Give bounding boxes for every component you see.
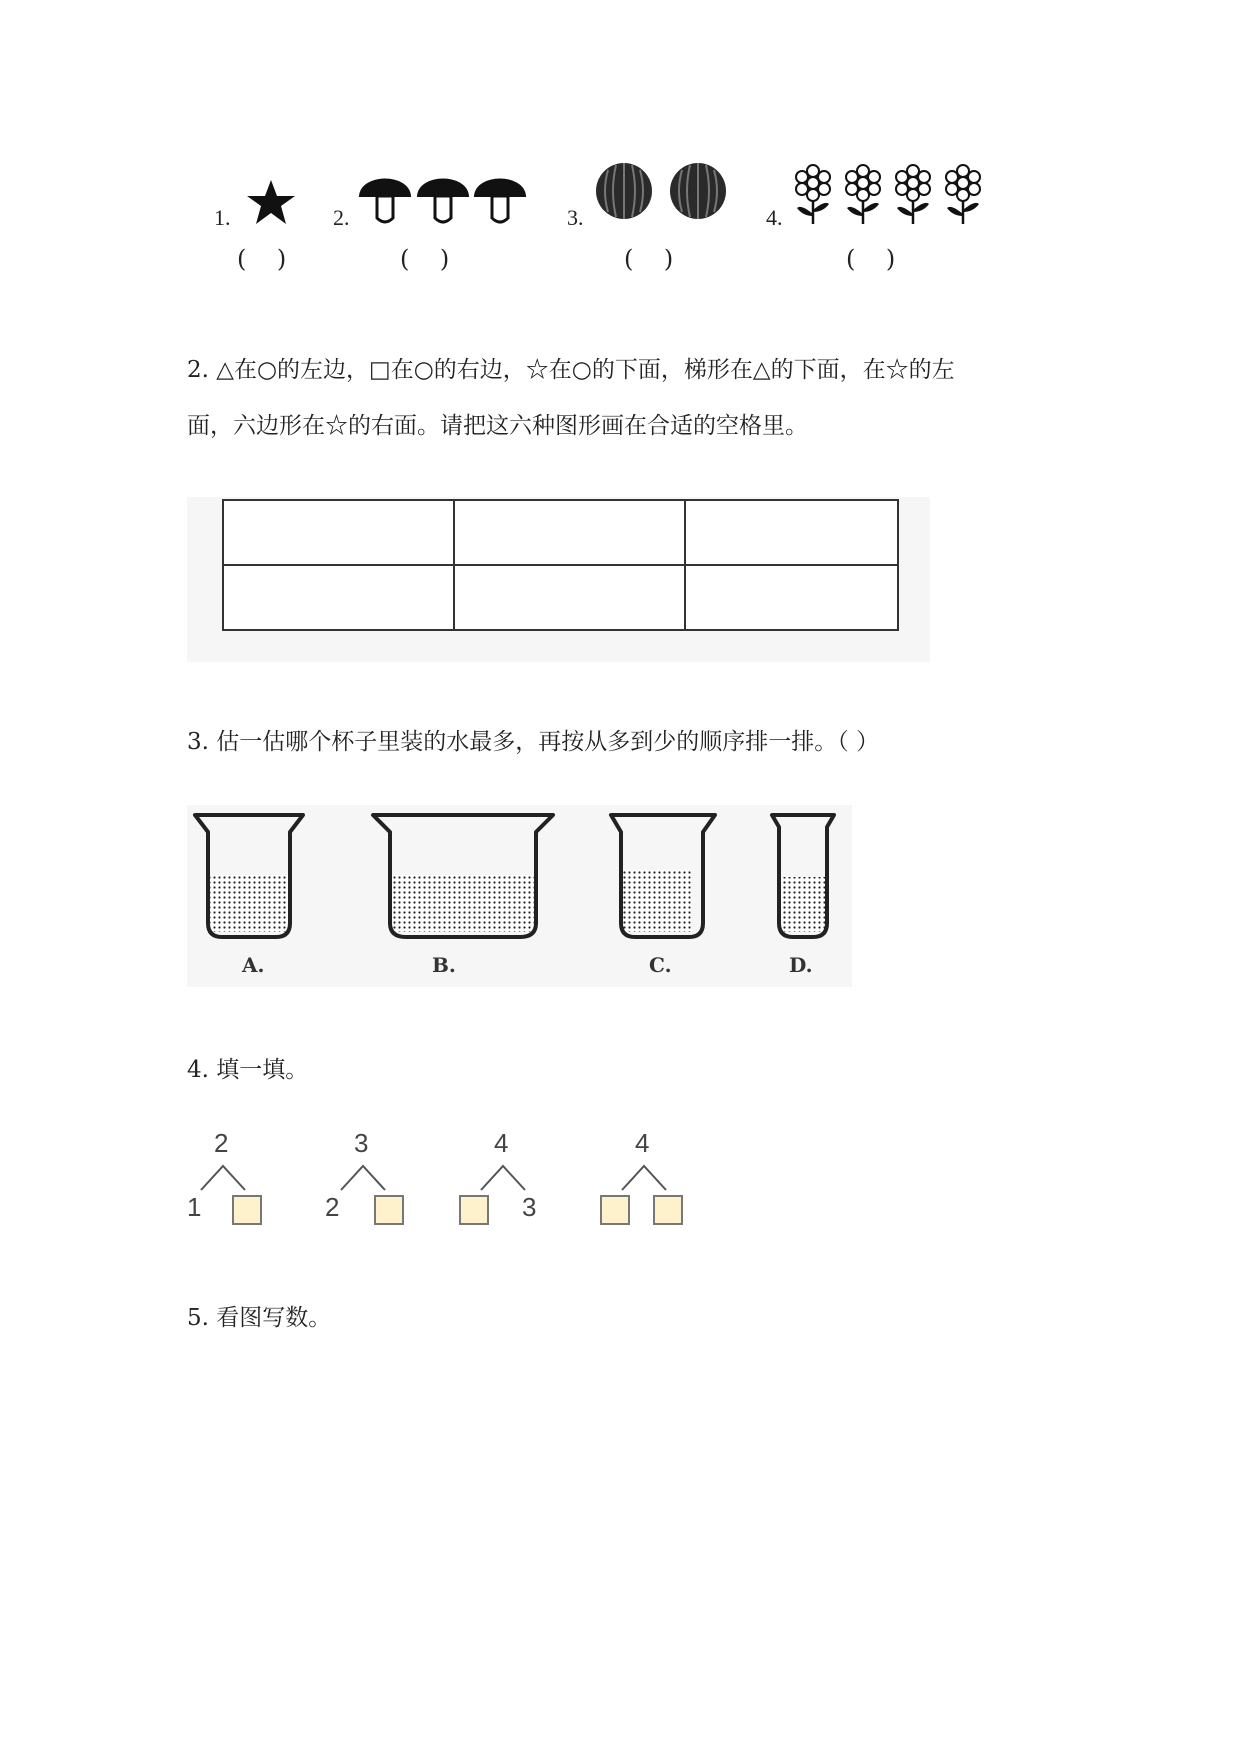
tree-4-top: 4	[635, 1128, 650, 1158]
q4-text: 4. 填一填。	[187, 1057, 309, 1083]
q2-text-line-2: 面，六边形在☆的右面。请把这六种图形画在合适的空格里。	[187, 413, 808, 439]
cup-a-label: A.	[242, 953, 265, 977]
q1-item-4-number: 4.	[766, 205, 783, 230]
grid-cell[interactable]	[223, 565, 454, 630]
tree-2-left: 2	[325, 1192, 340, 1222]
tree-1-left: 1	[187, 1192, 202, 1222]
q4-number-trees	[187, 1120, 697, 1230]
q1-item-3-answer[interactable]: ( )	[624, 245, 674, 273]
flower-icon	[793, 164, 987, 226]
grid-cell[interactable]	[223, 500, 454, 565]
cup-b	[373, 815, 553, 937]
cup-c-water	[623, 870, 691, 932]
grid-cell[interactable]	[454, 565, 685, 630]
tree-1-top: 2	[214, 1128, 229, 1158]
q1-item-1-answer[interactable]: ( )	[237, 245, 287, 273]
cup-d-label: D.	[789, 953, 813, 977]
tree-3-right: 3	[522, 1192, 537, 1222]
q1-item-1-number: 1.	[214, 205, 231, 230]
q3-cups-panel	[187, 805, 852, 987]
star-icon	[245, 178, 297, 226]
tree-2-branches	[339, 1164, 389, 1192]
cup-b-water	[391, 875, 534, 932]
watermelon-icon	[594, 160, 729, 222]
grid-cell[interactable]	[685, 565, 898, 630]
tree-4-branches	[620, 1164, 670, 1192]
q1-item-4-answer[interactable]: ( )	[846, 245, 896, 273]
q2-shape-grid	[187, 497, 930, 662]
tree-3-top: 4	[494, 1128, 509, 1158]
tree-4-left-box[interactable]	[600, 1195, 630, 1225]
cup-d-water	[781, 877, 825, 932]
cup-a	[195, 815, 303, 937]
q3-text: 3. 估一估哪个杯子里装的水最多，再按从多到少的顺序排一排。（ ）	[187, 729, 880, 755]
grid-cell[interactable]	[685, 500, 898, 565]
cup-d	[772, 815, 834, 937]
mushroom-icon	[358, 170, 528, 228]
q2-text-line-1: 2. △在○的左边，□在○的右边，☆在○的下面，梯形在△的下面，在☆的左	[187, 357, 955, 383]
tree-2-top: 3	[354, 1128, 369, 1158]
tree-2-right-box[interactable]	[374, 1195, 404, 1225]
cup-c-label: C.	[649, 953, 672, 977]
q1-item-3-number: 3.	[567, 205, 584, 230]
cup-a-water	[209, 875, 289, 932]
tree-1-right-box[interactable]	[232, 1195, 262, 1225]
q5-text: 5. 看图写数。	[187, 1305, 332, 1331]
tree-3-branches	[479, 1164, 529, 1192]
tree-3-left-box[interactable]	[459, 1195, 489, 1225]
cup-b-label: B.	[432, 953, 456, 977]
cup-c	[611, 815, 715, 937]
tree-1-branches	[199, 1164, 249, 1192]
grid-row	[223, 565, 898, 630]
q1-item-2-answer[interactable]: ( )	[400, 245, 450, 273]
grid-row	[223, 500, 898, 565]
q3-cups-figure	[187, 805, 852, 987]
q1-item-2-number: 2.	[333, 205, 350, 230]
tree-4-right-box[interactable]	[653, 1195, 683, 1225]
grid-cell[interactable]	[454, 500, 685, 565]
